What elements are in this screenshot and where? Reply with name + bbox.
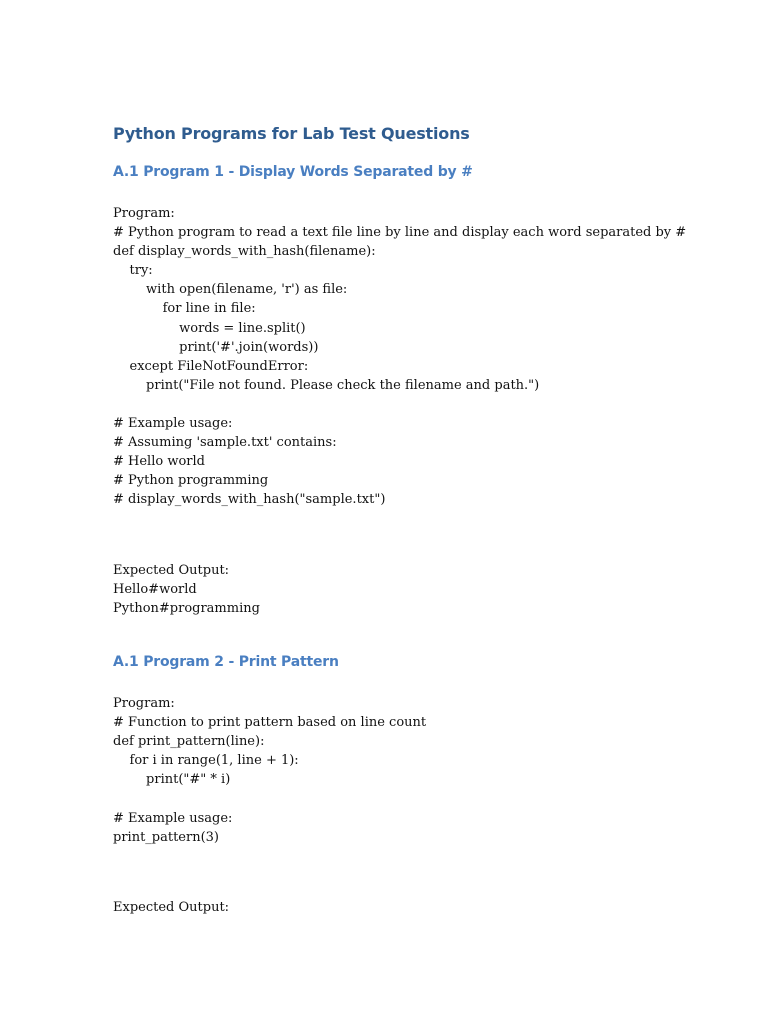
program-1-code-block (113, 204, 686, 510)
section-heading-program-2: A.1 Program 2 - Print Pattern (113, 654, 339, 670)
code-line: words = line.split() (113, 320, 306, 336)
program-1-output-block (113, 561, 260, 618)
code-line: # Python program to read a text file line by line and display each word separated by # (113, 225, 687, 241)
code-line (113, 395, 686, 414)
document-title: Python Programs for Lab Test Questions (113, 124, 470, 143)
code-line: with open(filename, 'r') as file: (113, 282, 348, 298)
code-line: # Hello world (113, 454, 205, 470)
code-line: print_pattern(3) (113, 829, 220, 845)
code-line: # Example usage: (113, 416, 233, 432)
code-line: for line in file: (113, 301, 256, 317)
code-line: print("File not found. Please check the filename and path.") (113, 377, 540, 393)
code-line: def print_pattern(line): (113, 734, 265, 750)
code-line: for i in range(1, line + 1): (113, 753, 299, 769)
code-line: except FileNotFoundError: (113, 358, 309, 374)
code-line (113, 789, 426, 808)
output-line: Python#programming (113, 601, 260, 617)
program-2-code-block (113, 694, 426, 847)
code-line: def display_words_with_hash(filename): (113, 244, 376, 260)
code-line: # Function to print pattern based on line count (113, 715, 427, 731)
code-line: # Assuming 'sample.txt' contains: (113, 435, 337, 451)
code-line: # display_words_with_hash("sample.txt") (113, 492, 386, 508)
section-heading-program-1: A.1 Program 1 - Display Words Separated by # (113, 164, 473, 180)
code-line: print("#" * i) (113, 772, 231, 788)
output-label: Expected Output: (113, 900, 230, 915)
program-label: Program: (113, 206, 175, 221)
program-2-output-block (113, 898, 229, 917)
output-line: Hello#world (113, 582, 197, 598)
code-line: # Example usage: (113, 810, 233, 826)
code-line: print('#'.join(words)) (113, 339, 319, 355)
output-label: Expected Output: (113, 563, 230, 578)
program-label: Program: (113, 696, 175, 711)
code-line: try: (113, 263, 153, 279)
code-line: # Python programming (113, 473, 269, 489)
